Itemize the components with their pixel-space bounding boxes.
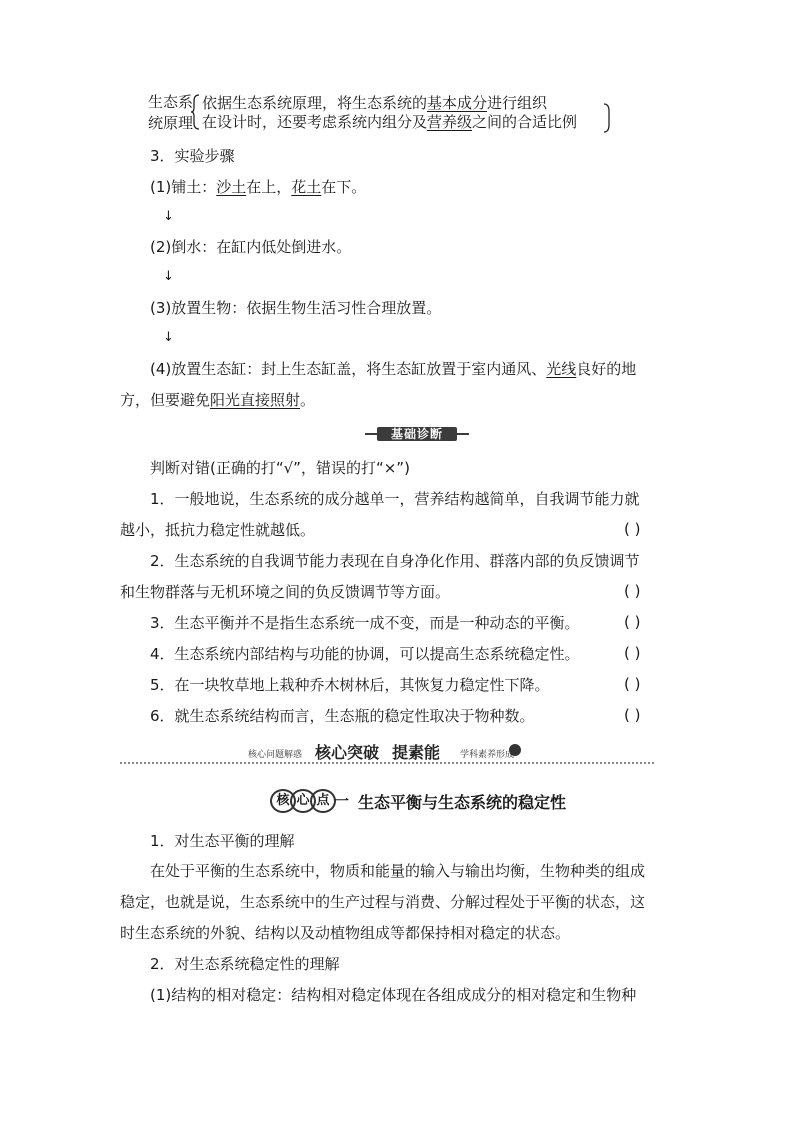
step-1-prefix: (1)铺土： [150, 178, 217, 196]
answer-blank: ( ) [624, 582, 641, 600]
principle-line-2-end: 之间的合适比例 [472, 113, 578, 131]
step-1-underline-1: 沙土 [216, 178, 247, 196]
principle-label-bottom: 统原理 [148, 114, 194, 132]
principle-label-top: 生态系 [148, 93, 194, 111]
step-4-end: 良好的地 [576, 360, 637, 378]
step-4-underline: 光线 [546, 360, 577, 378]
body-heading-2: 2．对生态系统稳定性的理解 [150, 955, 340, 973]
right-bracket-icon [603, 103, 611, 133]
step-1-end: 在下。 [321, 178, 367, 196]
step-4-cont-text: 方，但要避免 [120, 391, 211, 409]
body-heading-1: 1．对生态平衡的理解 [150, 832, 295, 850]
down-arrow-icon: ↓ [163, 269, 174, 284]
banner-right-caption: 学科素养形成 [460, 750, 515, 760]
step-1-underline-2: 花土 [291, 178, 322, 196]
step-4-text: (4)放置生态缸：封上生态缸盖，将生态缸放置于室内通风、 [150, 360, 547, 378]
principle-line-2 [202, 113, 577, 132]
banner-title-1: 核心突破 [315, 743, 380, 762]
question-6: 6．就生态系统结构而言，生态瓶的稳定性取决于物种数。 [150, 707, 535, 725]
question-4: 4．生态系统内部结构与功能的协调，可以提高生态系统稳定性。 [150, 645, 580, 663]
badge-rule-right [457, 433, 469, 435]
answer-blank: ( ) [624, 613, 641, 631]
banner-left-caption: 核心问题解惑 [248, 750, 303, 760]
principle-line-1-end: 进行组织 [487, 94, 548, 112]
answer-blank: ( ) [624, 675, 641, 693]
core-badge-char-2: 心 [290, 789, 316, 813]
steps-heading: 3．实验步骤 [150, 147, 235, 165]
step-1-mid: 在上， [246, 178, 292, 196]
core-badge-char-1: 核 [270, 789, 296, 813]
step-1 [150, 177, 366, 197]
body-paragraph-1-line-2: 稳定，也就是说，生态系统中的生产过程与消费、分解过程处于平衡的状态，这 [120, 893, 646, 911]
core-title: 生态平衡与生态系统的稳定性 [358, 793, 567, 812]
badge-label: 基础诊断 [377, 427, 457, 441]
section-banner [120, 740, 654, 764]
question-1-line-1: 1．一般地说，生态系统的成分越单一，营养结构越简单，自我调节能力就 [150, 490, 640, 508]
principle-line-1 [202, 94, 547, 113]
banner-title-2: 提素能 [392, 743, 441, 762]
answer-blank: ( ) [624, 520, 641, 538]
down-arrow-icon: ↓ [163, 209, 174, 224]
body-paragraph-1-line-1: 在处于平衡的生态系统中，物质和能量的输入与输出均衡，生物种类的组成 [150, 862, 646, 880]
answer-blank: ( ) [624, 706, 641, 724]
question-3: 3．生态平衡并不是指生态系统一成不变，而是一种动态的平衡。 [150, 614, 580, 632]
body-paragraph-2-line-1: (1)结构的相对稳定：结构相对稳定体现在各组成成分的相对稳定和生物种 [150, 986, 637, 1004]
core-badge-char-3: 点 [310, 789, 336, 813]
down-arrow-icon: ↓ [163, 330, 174, 345]
left-brace-icon [190, 94, 200, 130]
badge-rule-left [365, 433, 377, 435]
step-4-cont-underline: 阳光直接照射 [210, 391, 301, 409]
step-4 [150, 359, 636, 379]
answer-blank: ( ) [624, 644, 641, 662]
banner-rule [120, 762, 654, 764]
body-paragraph-1-line-3: 时生态系统的外貌、结构以及动植物组成等都保持相对稳定的状态。 [120, 924, 571, 942]
question-1-line-2: 越小，抵抗力稳定性就越低。 [120, 521, 316, 539]
question-2-line-2: 和生物群落与无机环境之间的负反馈调节等方面。 [120, 583, 451, 601]
principle-line-1-text: 依据生态系统原理，将生态系统的 [202, 94, 428, 112]
question-5: 5．在一块牧草地上栽种乔木树林后，其恢复力稳定性下降。 [150, 676, 550, 694]
principle-line-2-underline: 营养级 [427, 113, 473, 131]
step-2: (2)倒水：在缸内低处倒进水。 [150, 238, 352, 256]
principle-line-2-text: 在设计时，还要考虑系统内组分及 [202, 113, 428, 131]
question-2-line-1: 2．生态系统的自我调节能力表现在自身净化作用、群落内部的负反馈调节 [150, 552, 640, 570]
diagnosis-instruction: 判断对错(正确的打“√”，错误的打“×”) [150, 459, 410, 477]
step-4-cont-end: 。 [300, 391, 316, 409]
step-3: (3)放置生物：依据生物生活习性合理放置。 [150, 299, 442, 317]
step-4-continued [120, 390, 315, 410]
core-badge-number: 一 [334, 792, 350, 810]
section-badge [365, 425, 469, 445]
principle-line-1-underline: 基本成分 [427, 94, 488, 112]
